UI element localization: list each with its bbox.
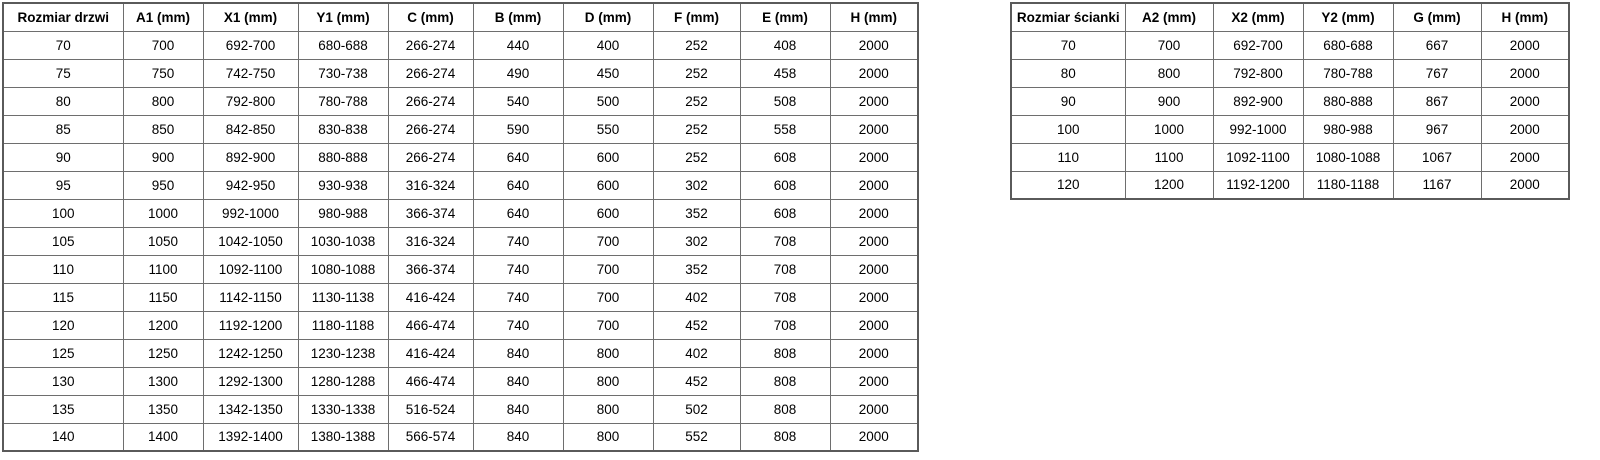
table-cell: 1200 [123,311,203,339]
table-cell: 892-900 [203,143,298,171]
table-cell: 1092-1100 [203,255,298,283]
table-cell: 2000 [830,115,918,143]
table-cell: 1242-1250 [203,339,298,367]
table-cell: 1292-1300 [203,367,298,395]
table-cell: 842-850 [203,115,298,143]
table-cell: 400 [563,31,653,59]
table-cell: 640 [473,171,563,199]
table-cell: 366-374 [388,199,473,227]
table-cell: 942-950 [203,171,298,199]
column-header: Y2 (mm) [1303,3,1393,31]
table-cell: 1000 [1125,115,1213,143]
table-cell: 840 [473,395,563,423]
table-row [3,59,918,87]
table-cell: 2000 [1481,115,1569,143]
table-cell: 450 [563,59,653,87]
table-cell: 692-700 [203,31,298,59]
table-cell: 1192-1200 [1213,171,1303,199]
table-cell: 1330-1338 [298,395,388,423]
table-cell: 808 [740,339,830,367]
table-cell: 867 [1393,87,1481,115]
table-cell: 408 [740,31,830,59]
table-cell: 1180-1188 [1303,171,1393,199]
table-cell: 750 [123,59,203,87]
table-cell: 700 [1125,31,1213,59]
table-cell: 900 [1125,87,1213,115]
table-cell: 2000 [830,255,918,283]
table-cell: 550 [563,115,653,143]
table-cell: 252 [653,115,740,143]
table-cell: 692-700 [1213,31,1303,59]
table-cell: 452 [653,367,740,395]
column-header: F (mm) [653,3,740,31]
table-cell: 316-324 [388,171,473,199]
table-cell: 1130-1138 [298,283,388,311]
table-cell: 2000 [830,367,918,395]
table-cell: 708 [740,311,830,339]
table-row [3,171,918,199]
table-cell: 90 [1011,87,1125,115]
column-header: H (mm) [1481,3,1569,31]
table-cell: 252 [653,143,740,171]
table-cell: 680-688 [298,31,388,59]
table-cell: 2000 [830,59,918,87]
table-cell: 808 [740,423,830,451]
table-cell: 1180-1188 [298,311,388,339]
table-cell: 115 [3,283,123,311]
table-cell: 800 [563,395,653,423]
table-cell: 708 [740,227,830,255]
table-cell: 2000 [830,227,918,255]
header-row [1011,3,1569,31]
table-cell: 266-274 [388,31,473,59]
table-cell: 740 [473,255,563,283]
table-cell: 2000 [1481,143,1569,171]
table-row [3,115,918,143]
table-cell: 792-800 [203,87,298,115]
header-row [3,3,918,31]
table-row [3,31,918,59]
table-cell: 608 [740,171,830,199]
table-cell: 316-324 [388,227,473,255]
table-cell: 850 [123,115,203,143]
table-cell: 266-274 [388,87,473,115]
table-cell: 1080-1088 [298,255,388,283]
table-cell: 2000 [830,423,918,451]
table-cell: 502 [653,395,740,423]
table-row [3,339,918,367]
table-row [3,87,918,115]
table-cell: 767 [1393,59,1481,87]
column-header: C (mm) [388,3,473,31]
table-cell: 980-988 [1303,115,1393,143]
table-cell: 600 [563,199,653,227]
table-cell: 740 [473,283,563,311]
table-cell: 1280-1288 [298,367,388,395]
table-cell: 880-888 [298,143,388,171]
table-cell: 120 [1011,171,1125,199]
table-cell: 1080-1088 [1303,143,1393,171]
table-cell: 2000 [1481,87,1569,115]
table-cell: 742-750 [203,59,298,87]
table-cell: 125 [3,339,123,367]
table-cell: 2000 [830,171,918,199]
table-row [1011,143,1569,171]
column-header: Rozmiar ścianki [1011,3,1125,31]
table-cell: 302 [653,171,740,199]
table-cell: 992-1000 [1213,115,1303,143]
table-cell: 440 [473,31,563,59]
table-cell: 508 [740,87,830,115]
table-cell: 266-274 [388,59,473,87]
table-cell: 500 [563,87,653,115]
table-cell: 600 [563,171,653,199]
table-cell: 266-274 [388,115,473,143]
table-cell: 1400 [123,423,203,451]
table-cell: 130 [3,367,123,395]
column-header: A2 (mm) [1125,3,1213,31]
table-cell: 1350 [123,395,203,423]
table-cell: 2000 [830,311,918,339]
table-cell: 110 [1011,143,1125,171]
table-cell: 352 [653,199,740,227]
table-cell: 70 [3,31,123,59]
table-cell: 800 [563,339,653,367]
table-cell: 1150 [123,283,203,311]
column-header: B (mm) [473,3,563,31]
table-cell: 2000 [830,199,918,227]
table-cell: 1000 [123,199,203,227]
table-cell: 105 [3,227,123,255]
table-row [1011,31,1569,59]
table-row [3,255,918,283]
table-row [1011,171,1569,199]
table-cell: 992-1000 [203,199,298,227]
table-cell: 590 [473,115,563,143]
table-cell: 100 [1011,115,1125,143]
table-cell: 302 [653,227,740,255]
column-header: H (mm) [830,3,918,31]
table-cell: 266-274 [388,143,473,171]
column-header: X2 (mm) [1213,3,1303,31]
table-row [3,227,918,255]
table-cell: 100 [3,199,123,227]
table-cell: 640 [473,199,563,227]
table-cell: 1300 [123,367,203,395]
wall-sizes-table [1010,2,1570,200]
table-cell: 808 [740,395,830,423]
table-cell: 416-424 [388,339,473,367]
table-cell: 840 [473,367,563,395]
table-cell: 708 [740,283,830,311]
column-header: Rozmiar drzwi [3,3,123,31]
table-cell: 730-738 [298,59,388,87]
table-cell: 90 [3,143,123,171]
table-row [3,311,918,339]
table-cell: 2000 [830,283,918,311]
table-cell: 980-988 [298,199,388,227]
table-cell: 680-688 [1303,31,1393,59]
column-header: A1 (mm) [123,3,203,31]
table-cell: 80 [1011,59,1125,87]
table-cell: 2000 [1481,171,1569,199]
table-cell: 2000 [830,143,918,171]
table-cell: 1042-1050 [203,227,298,255]
table-cell: 800 [563,367,653,395]
table-cell: 1092-1100 [1213,143,1303,171]
table-cell: 540 [473,87,563,115]
table-cell: 2000 [830,339,918,367]
table-cell: 1100 [1125,143,1213,171]
column-header: E (mm) [740,3,830,31]
table-cell: 252 [653,31,740,59]
table-cell: 800 [123,87,203,115]
table-cell: 700 [123,31,203,59]
column-header: Y1 (mm) [298,3,388,31]
table-cell: 600 [563,143,653,171]
table-cell: 120 [3,311,123,339]
table-cell: 740 [473,227,563,255]
table-cell: 466-474 [388,311,473,339]
table-cell: 800 [563,423,653,451]
table-cell: 366-374 [388,255,473,283]
table-cell: 1392-1400 [203,423,298,451]
table-cell: 700 [563,227,653,255]
table-row [3,367,918,395]
table-cell: 700 [563,283,653,311]
table-cell: 452 [653,311,740,339]
table-cell: 900 [123,143,203,171]
table-cell: 352 [653,255,740,283]
table-cell: 608 [740,143,830,171]
table-cell: 2000 [830,87,918,115]
table-cell: 950 [123,171,203,199]
table-row [3,143,918,171]
table-cell: 700 [563,311,653,339]
table-cell: 416-424 [388,283,473,311]
table-cell: 808 [740,367,830,395]
table-cell: 516-524 [388,395,473,423]
table-cell: 566-574 [388,423,473,451]
table-cell: 252 [653,87,740,115]
table-row [1011,115,1569,143]
table-cell: 402 [653,339,740,367]
column-header: D (mm) [563,3,653,31]
table-cell: 135 [3,395,123,423]
table-cell: 1050 [123,227,203,255]
table-cell: 700 [563,255,653,283]
table-cell: 667 [1393,31,1481,59]
table-cell: 70 [1011,31,1125,59]
table-cell: 2000 [830,31,918,59]
table-cell: 252 [653,59,740,87]
table-cell: 402 [653,283,740,311]
table-row [3,199,918,227]
table-cell: 458 [740,59,830,87]
table-cell: 1342-1350 [203,395,298,423]
table-cell: 892-900 [1213,87,1303,115]
table-cell: 1142-1150 [203,283,298,311]
door-sizes-table [2,2,919,452]
table-cell: 95 [3,171,123,199]
table-cell: 1250 [123,339,203,367]
column-header: X1 (mm) [203,3,298,31]
table-cell: 2000 [830,395,918,423]
table-cell: 840 [473,423,563,451]
table-cell: 1067 [1393,143,1481,171]
table-cell: 930-938 [298,171,388,199]
table-cell: 140 [3,423,123,451]
table-cell: 800 [1125,59,1213,87]
table-cell: 967 [1393,115,1481,143]
table-cell: 792-800 [1213,59,1303,87]
table-cell: 1030-1038 [298,227,388,255]
table-cell: 708 [740,255,830,283]
table-cell: 1100 [123,255,203,283]
table-cell: 740 [473,311,563,339]
table-cell: 780-788 [298,87,388,115]
table-cell: 1167 [1393,171,1481,199]
table-cell: 830-838 [298,115,388,143]
table-cell: 75 [3,59,123,87]
table-cell: 85 [3,115,123,143]
table-cell: 1380-1388 [298,423,388,451]
table-cell: 490 [473,59,563,87]
table-cell: 466-474 [388,367,473,395]
table-row [3,395,918,423]
table-cell: 1200 [1125,171,1213,199]
table-cell: 840 [473,339,563,367]
table-cell: 880-888 [1303,87,1393,115]
column-header: G (mm) [1393,3,1481,31]
table-cell: 640 [473,143,563,171]
table-cell: 608 [740,199,830,227]
table-row [3,283,918,311]
table-row [1011,87,1569,115]
table-cell: 1192-1200 [203,311,298,339]
table-cell: 2000 [1481,31,1569,59]
table-cell: 2000 [1481,59,1569,87]
table-cell: 110 [3,255,123,283]
table-cell: 80 [3,87,123,115]
table-cell: 780-788 [1303,59,1393,87]
table-cell: 552 [653,423,740,451]
table-row [1011,59,1569,87]
table-cell: 1230-1238 [298,339,388,367]
table-row [3,423,918,451]
table-cell: 558 [740,115,830,143]
